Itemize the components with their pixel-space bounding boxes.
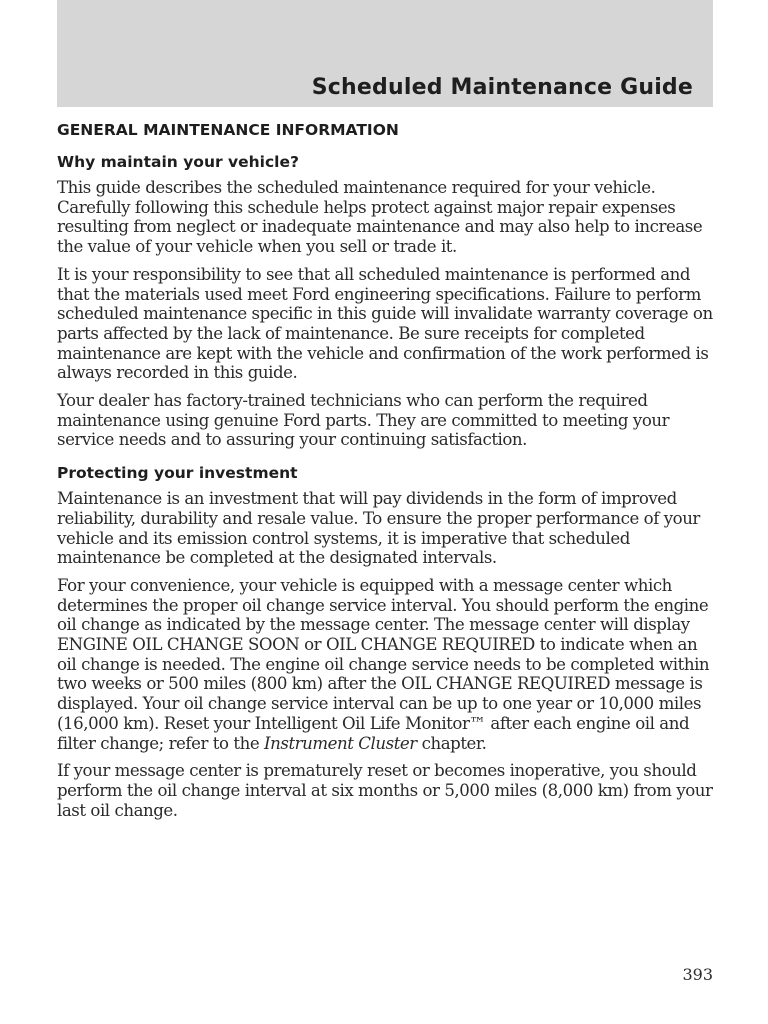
paragraph: Your dealer has factory-trained technicians who can perform the required maintenance using genuine Ford parts. They are committed to meeting your service needs and to assuring your continuing satisfaction. [57, 391, 670, 450]
paragraph [57, 576, 717, 753]
page-content [57, 121, 717, 828]
paragraph-text: chapter. [416, 733, 487, 753]
paragraph: This guide describes the scheduled maintenance required for your vehicle. Carefully following this schedule helps protect against major repair expenses resulting from neglect or inadequate maintenance and may also help to increase the value of your vehicle when you sell or trade it. [57, 178, 703, 257]
page-header-title: Scheduled Maintenance Guide [311, 75, 693, 100]
section-title: GENERAL MAINTENANCE INFORMATION [57, 121, 399, 139]
paragraph: If your message center is prematurely reset or becomes inoperative, you should perform the oil change interval at six months or 5,000 miles (8,000 km) from your last oil change. [57, 761, 713, 820]
paragraph: Maintenance is an investment that will pay dividends in the form of improved reliability, durability and resale value. To ensure the proper performance of your vehicle and its emission control systems, it is imperative that scheduled maintenance be completed at the designated intervals. [57, 489, 700, 568]
paragraph-text: For your convenience, your vehicle is equipped with a message center which determines the proper oil change service interval. You should perform the engine oil change as indicated by the message center. The message center will display ENGINE OIL CHANGE SOON or OIL CHANGE REQUIRED to indicate when an oil change is needed. The engine oil change service needs to be completed within two weeks or 500 miles (800 km) after the OIL CHANGE REQUIRED message is displayed. Your oil change service interval can be up to one year or 10,000 miles (16,000 km). Reset your Intelligent Oil Life Monitor™ after each engine oil and filter change; refer to the [57, 575, 710, 753]
chapter-reference: Instrument Cluster [264, 733, 417, 753]
subheading-why-maintain: Why maintain your vehicle? [57, 153, 299, 171]
subheading-protecting-investment: Protecting your investment [57, 464, 298, 483]
page-number: 393 [682, 965, 713, 984]
paragraph: It is your responsibility to see that all scheduled maintenance is performed and that the materials used meet Ford engineering specifications. Failure to perform scheduled maintenance specific in this guide will invalidate warranty coverage on parts affected by the lack of maintenance. Be sure receipts for completed maintenance are kept with the vehicle and confirmation of the work performed is always recorded in this guide. [57, 264, 713, 383]
header-band [57, 0, 713, 107]
